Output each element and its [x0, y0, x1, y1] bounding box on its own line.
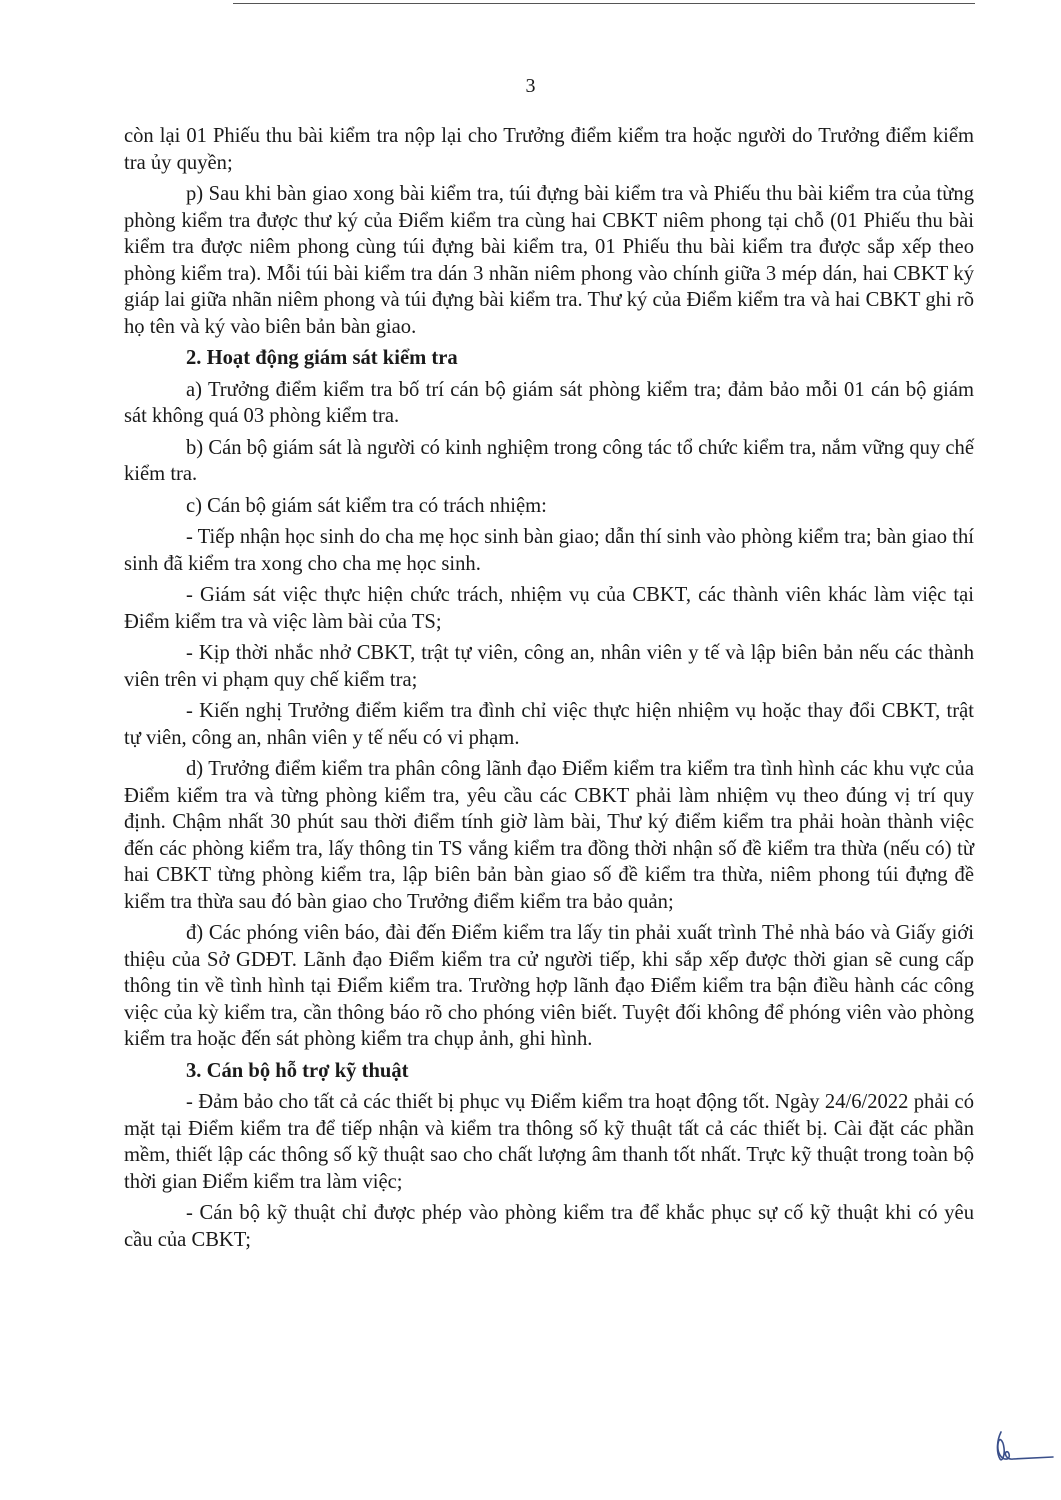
- bullet-item: - Giám sát việc thực hiện chức trách, nhiệm vụ của CBKT, các thành viên khác làm việc tại Điểm kiểm tra và việc làm bài của TS;: [124, 584, 974, 633]
- bullet-item: - Tiếp nhận học sinh do cha mẹ học sinh bàn giao; dẫn thí sinh vào phòng kiểm tra; bàn giao thí sinh đã kiểm tra xong cho cha mẹ học sinh.: [124, 526, 974, 575]
- initials-signature: [993, 1426, 1055, 1466]
- bullet-item: - Kịp thời nhắc nhở CBKT, trật tự viên, công an, nhân viên y tế và lập biên bản nếu các thành viên trên vi phạm quy chế kiểm tra;: [124, 642, 974, 691]
- paragraph-a: a) Trưởng điểm kiểm tra bố trí cán bộ giám sát phòng kiểm tra; đảm bảo mỗi 01 cán bộ giám sát không quá 03 phòng kiểm tra.: [124, 378, 974, 427]
- bullet-item: - Cán bộ kỹ thuật chỉ được phép vào phòng kiểm tra để khắc phục sự cố kỹ thuật khi có yêu cầu của CBKT;: [124, 1202, 974, 1251]
- page-number: 3: [525, 75, 536, 97]
- paragraph-dd: đ) Các phóng viên báo, đài đến Điểm kiểm tra lấy tin phải xuất trình Thẻ nhà báo và Giấy giới thiệu của Sở GDĐT. Lãnh đạo Điểm kiểm tra cử người tiếp, khi sắp xếp được thời gian sẽ cung cấp thông tin về tình hình tại Điểm kiểm tra. Trường hợp lãnh đạo Điểm kiểm tra bận điều hành các công việc của kỳ kiểm tra, cần thông báo rõ cho phóng viên biết. Tuyệt đối không để phóng viên vào phòng kiểm tra hoặc đến sát phòng kiểm tra chụp ảnh, ghi hình.: [124, 922, 974, 1050]
- top-rule: [233, 3, 975, 4]
- paragraph-p: p) Sau khi bàn giao xong bài kiểm tra, túi đựng bài kiểm tra và Phiếu thu bài kiểm tra của từng phòng kiểm tra được thư ký của Điểm kiểm tra cùng hai CBKT niêm phong tại chỗ (01 Phiếu thu bài kiểm tra được niêm phong cùng túi đựng bài kiểm tra, 01 Phiếu thu bài kiểm tra được sắp xếp theo phòng kiểm tra). Mỗi túi bài kiểm tra dán 3 nhãn niêm phong vào chính giữa 3 mép dán, hai CBKT ký giáp lai giữa nhãn niêm phong và túi đựng bài kiểm tra. Thư ký của Điểm kiểm tra và hai CBKT ghi rõ họ tên và ký vào biên bản bàn giao.: [124, 183, 974, 338]
- paragraph-c: c) Cán bộ giám sát kiểm tra có trách nhiệm:: [186, 494, 547, 517]
- paragraph-b: b) Cán bộ giám sát là người có kinh nghiệm trong công tác tổ chức kiểm tra, nắm vững quy chế kiểm tra.: [124, 436, 974, 485]
- paragraph-d: d) Trưởng điểm kiểm tra phân công lãnh đạo Điểm kiểm tra kiểm tra tình hình các khu vực của Điểm kiểm tra và từng phòng kiểm tra, yêu cầu các CBKT phải làm nhiệm vụ theo đúng vị trí quy định. Chậm nhất 30 phút sau thời điểm tính giờ làm bài, Thư ký điểm kiểm tra phải hoàn thành việc đến các phòng kiểm tra, lấy thông tin TS vắng kiểm tra đồng thời nhận số đề kiểm tra thừa (nếu có) từ hai CBKT từng phòng kiểm tra, lập biên bản bàn giao số đề kiểm tra thừa, niêm phong túi đựng đề kiểm tra thừa sau đó bàn giao cho Trưởng điểm kiểm tra bảo quản;: [124, 758, 974, 913]
- section-heading-2: 2. Hoạt động giám sát kiểm tra: [186, 347, 458, 369]
- document-body: [124, 123, 974, 1258]
- paragraph-continuation: còn lại 01 Phiếu thu bài kiểm tra nộp lại cho Trưởng điểm kiểm tra hoặc người do Trưởng điểm kiểm tra ủy quyền;: [124, 125, 974, 174]
- section-heading-3: 3. Cán bộ hỗ trợ kỹ thuật: [186, 1059, 409, 1082]
- bullet-item: - Đảm bảo cho tất cả các thiết bị phục vụ Điểm kiểm tra hoạt động tốt. Ngày 24/6/2022 phải có mặt tại Điểm kiểm tra để tiếp nhận và kiểm tra thông số kỹ thuật tất cả các thiết bị. Cài đặt các phần mềm, thiết lập các thông số kỹ thuật sao cho chất lượng âm thanh tốt nhất. Trực kỹ thuật trong toàn bộ thời gian Điểm kiểm tra làm việc;: [124, 1091, 974, 1193]
- bullet-item: - Kiến nghị Trưởng điểm kiểm tra đình chỉ việc thực hiện nhiệm vụ hoặc thay đổi CBKT, trật tự viên, công an, nhân viên y tế nếu có vi phạm.: [124, 700, 974, 749]
